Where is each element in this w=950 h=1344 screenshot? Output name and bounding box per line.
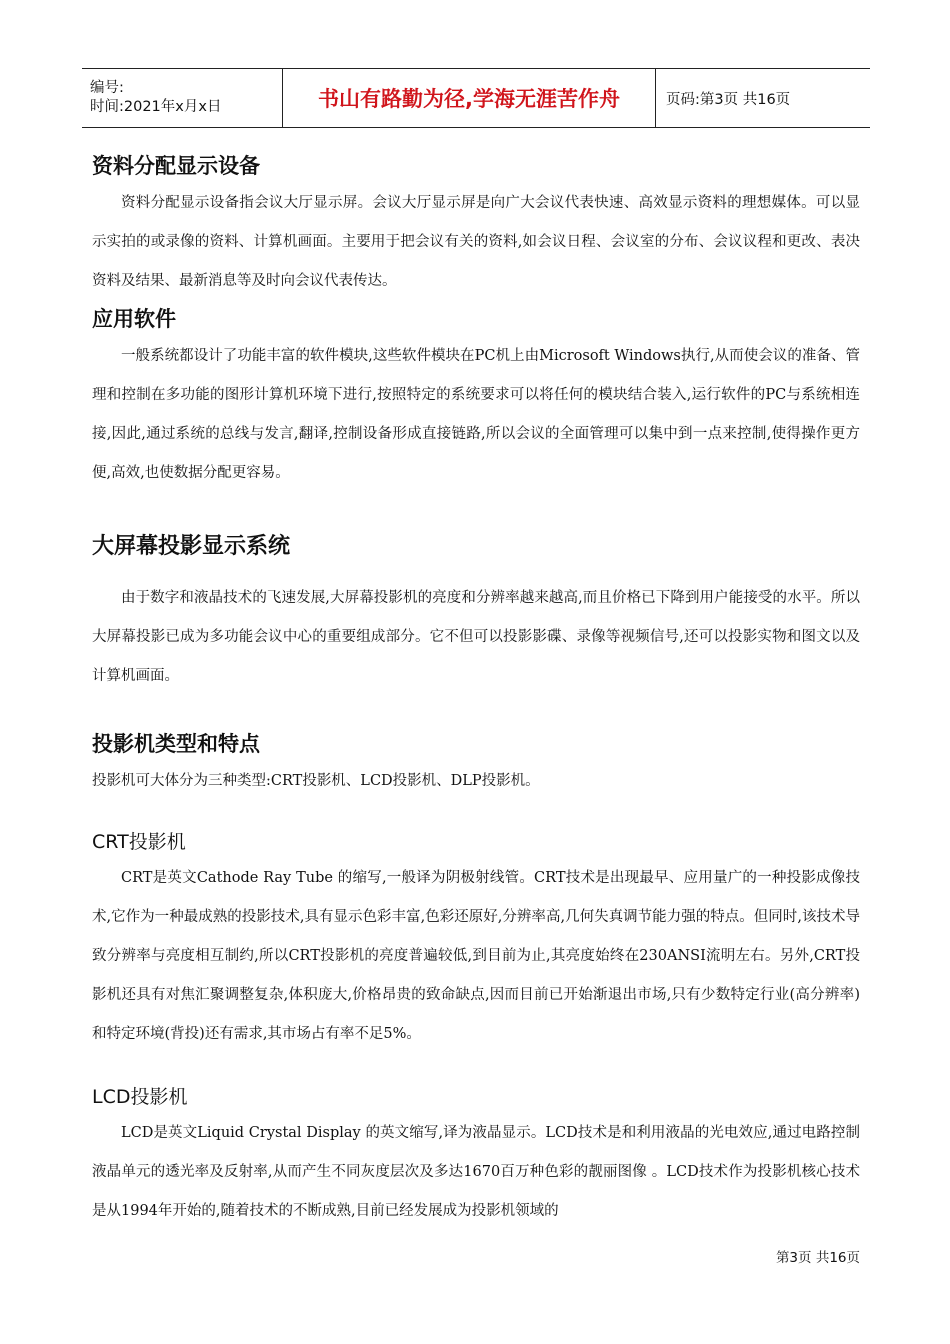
section-heading: CRT投影机: [92, 831, 186, 853]
header-page-number: 页码:第3页 共16页: [666, 91, 791, 108]
document-number: 编号:: [90, 80, 124, 96]
section-heading: 应用软件: [92, 307, 176, 331]
section-paragraph: 一般系统都设计了功能丰富的软件模块,这些软件模块在PC机上由Microsoft Windows执行,从而使会议的准备、管理和控制在多功能的图形计算机环境下进行,按照特定的系统要求可以将任何的模块结合装入,运行软件的PC与系统相连接,因此,通过系统的总线与发言,翻译,控制设备形成直接链路,所以会议的全面管理可以集中到一点来控制,使得操作更方便,高效,也使数据分配更容易。: [92, 348, 860, 481]
section-heading: 投影机类型和特点: [92, 732, 260, 756]
section-heading: 大屏幕投影显示系统: [92, 534, 291, 559]
section-paragraph: LCD是英文Liquid Crystal Display 的英文缩写,译为液晶显示。LCD技术是和利用液晶的光电效应,通过电路控制液晶单元的透光率及反射率,从而产生不同灰度层次及多达1670百万种色彩的靓丽图像 。LCD技术作为投影机核心技术是从1994年开始的,随着技术的不断成熟,目前已经发展成为投影机领域的: [92, 1125, 860, 1219]
header-meta: [82, 69, 282, 127]
section-paragraph: 投影机可大体分为三种类型:CRT投影机、LCD投影机、DLP投影机。: [92, 773, 540, 789]
section-paragraph: 由于数字和液晶技术的飞速发展,大屏幕投影机的亮度和分辨率越来越高,而且价格已下降到用户能接受的水平。所以大屏幕投影已成为多功能会议中心的重要组成部分。它不但可以投影影碟、录像等视频信号,还可以投影实物和图文以及计算机画面。: [92, 590, 860, 684]
header-motto: 书山有路勤为径,学海无涯苦作舟: [282, 69, 656, 127]
document-date: 时间:2021年x月x日: [90, 99, 222, 115]
page-header: [82, 68, 870, 128]
section-heading: LCD投影机: [92, 1086, 188, 1108]
section-heading: 资料分配显示设备: [92, 154, 260, 178]
section-paragraph: 资料分配显示设备指会议大厅显示屏。会议大厅显示屏是向广大会议代表快速、高效显示资料的理想媒体。可以显示实拍的或录像的资料、计算机画面。主要用于把会议有关的资料,如会议日程、会议室的分布、会议议程和更改、表决资料及结果、最新消息等及时向会议代表传达。: [92, 195, 860, 289]
page-footer: 第3页 共16页: [775, 1250, 860, 1266]
document-body: [92, 148, 860, 1231]
section-paragraph: CRT是英文Cathode Ray Tube 的缩写,一般译为阴极射线管。CRT技术是出现最早、应用量广的一种投影成像技术,它作为一种最成熟的投影技术,具有显示色彩丰富,色彩还原好,分辨率高,几何失真调节能力强的特点。但同时,该技术导致分辨率与亮度相互制约,所以CRT投影机的亮度普遍较低,到目前为止,其亮度始终在230ANSI流明左右。另外,CRT投影机还具有对焦汇聚调整复杂,体积庞大,价格昂贵的致命缺点,因而目前已开始渐退出市场,只有少数特定行业(高分辨率)和特定环境(背投)还有需求,其市场占有率不足5%。: [92, 870, 860, 1042]
